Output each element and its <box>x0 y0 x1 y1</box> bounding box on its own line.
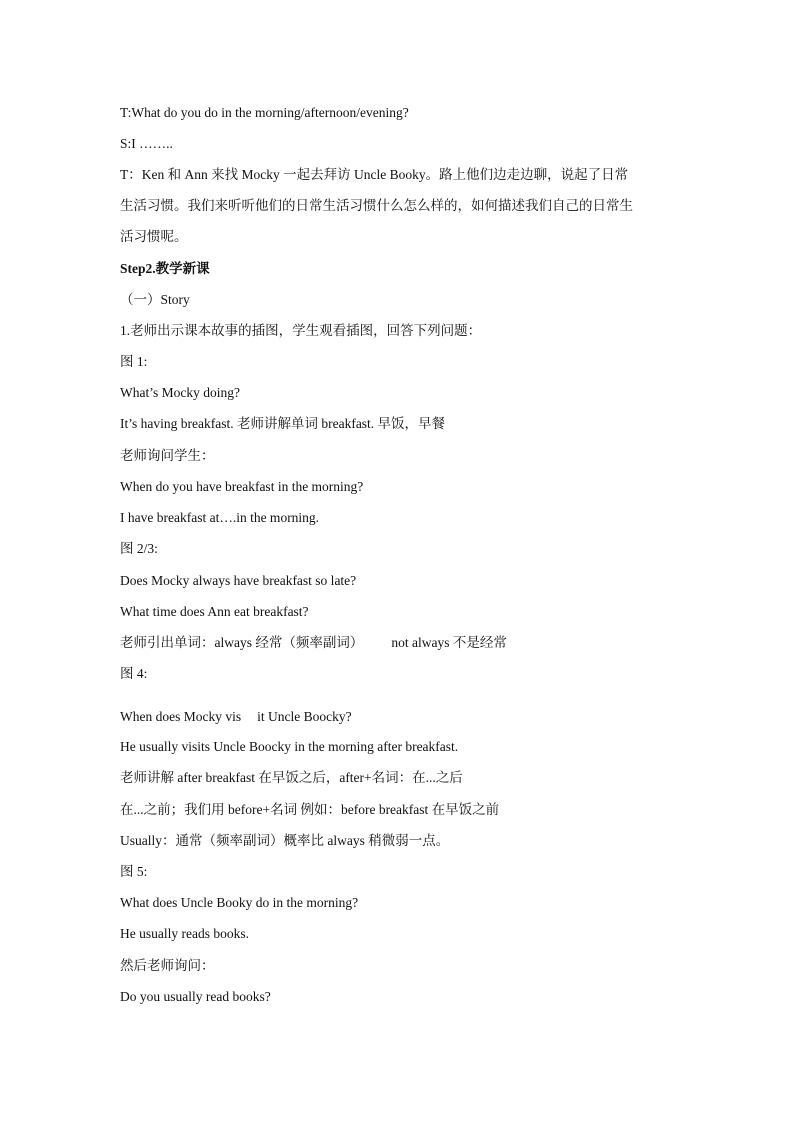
section-heading-step2: Step2.教学新课 <box>120 261 210 276</box>
figure-label-4: 图 4: <box>120 666 148 681</box>
question-5-part-1: When does Mocky vis <box>120 709 242 724</box>
vocab-not-always-text: not always 不是经常 <box>391 635 507 650</box>
text-line-intro-2: 生活习惯。我们来听听他们的日常生活习惯什么怎么样的，如何描述我们自己的日常生 <box>120 198 633 213</box>
text-line-then-teacher-asks: 然后老师询问： <box>120 958 215 973</box>
text-line-answer-1: It’s having breakfast. 老师讲解单词 breakfast. 早饭，早餐 <box>120 416 446 431</box>
text-line-answer-2: I have breakfast at….in the morning. <box>120 510 320 525</box>
text-line-teacher-question: T:What do you do in the morning/afternoon/evening? <box>120 105 409 120</box>
subsection-heading-story: （一）Story <box>120 292 190 307</box>
vocab-always-text: 老师引出单词：always 经常（频率副词） <box>120 635 364 650</box>
text-line-instruction: 1.老师出示课本故事的插图，学生观看插图，回答下列问题： <box>120 323 482 338</box>
text-line-teacher-asks: 老师询问学生： <box>120 448 215 463</box>
figure-label-2-3: 图 2/3: <box>120 541 158 556</box>
figure-label-1: 图 1: <box>120 354 148 369</box>
text-line-vocab-always <box>120 634 507 652</box>
figure-label-5: 图 5: <box>120 864 148 879</box>
text-line-question-6: What does Uncle Booky do in the morning? <box>120 895 359 910</box>
question-5-part-2: it Uncle Boocky? <box>257 709 352 724</box>
text-line-question-1: What’s Mocky doing? <box>120 385 240 400</box>
text-line-intro-3: 活习惯呢。 <box>120 229 188 244</box>
text-line-usually-explain: Usually：通常（频率副词）概率比 always 稍微弱一点。 <box>120 833 450 848</box>
text-line-answer-6: He usually reads books. <box>120 926 249 941</box>
text-line-student-answer: S:I …….. <box>120 136 173 151</box>
text-line-question-4: What time does Ann eat breakfast? <box>120 604 309 619</box>
text-line-intro-1: T：Ken 和 Ann 来找 Mocky 一起去拜访 Uncle Booky。路上他们边走边聊，说起了日常 <box>120 167 629 182</box>
text-line-after-explain: 老师讲解 after breakfast 在早饭之后，after+名词：在...之后 <box>120 770 463 785</box>
text-line-answer-5: He usually visits Uncle Boocky in the morning after breakfast. <box>120 739 459 754</box>
text-line-question-7: Do you usually read books? <box>120 989 271 1004</box>
text-line-question-2: When do you have breakfast in the morning? <box>120 479 364 494</box>
text-line-question-5 <box>120 708 352 726</box>
text-line-question-3: Does Mocky always have breakfast so late? <box>120 573 357 588</box>
text-line-before-explain: 在...之前；我们用 before+名词 例如：before breakfast 在早饭之前 <box>120 802 500 817</box>
